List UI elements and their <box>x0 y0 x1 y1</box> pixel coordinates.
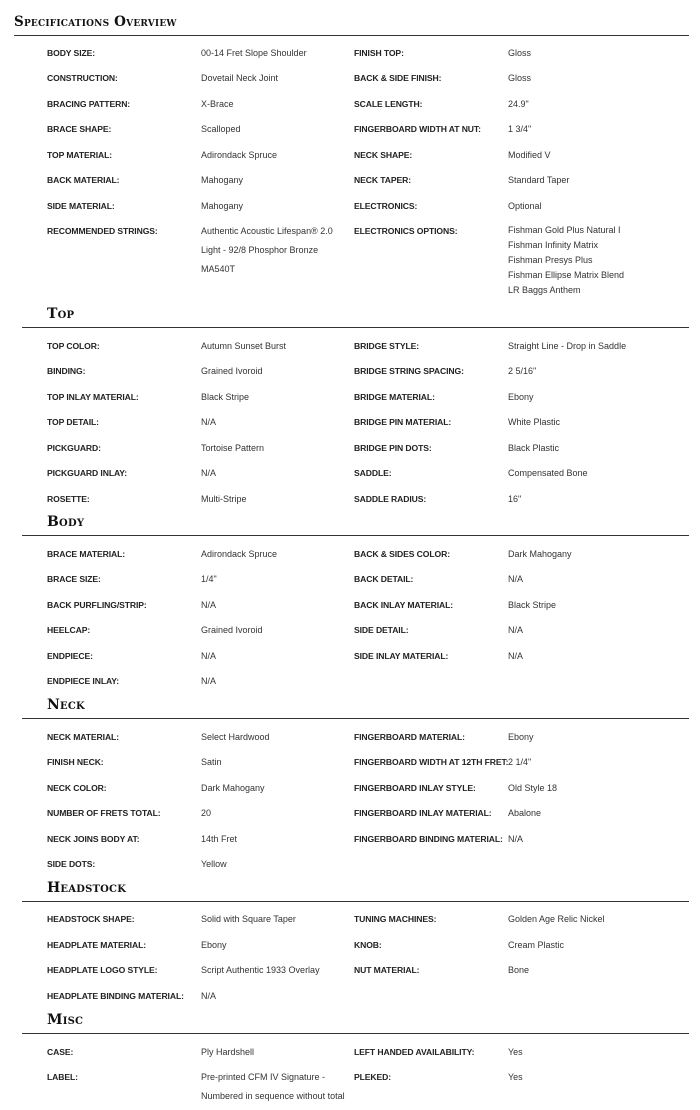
spec-label-bridge-material: BRIDGE MATERIAL: <box>354 392 435 402</box>
spec-label-pickguard: PICKGUARD: <box>47 443 101 453</box>
spec-row <box>0 1044 700 1068</box>
spec-value: N/A <box>508 651 524 661</box>
spec-row <box>0 363 700 387</box>
spec-row <box>0 597 700 621</box>
spec-value: Tortoise Pattern <box>201 443 265 453</box>
spec-row <box>0 622 700 646</box>
spec-value: Pre-printed CFM IV Signature - Numbered in sequence without total <box>201 1072 345 1101</box>
spec-label-bridge-string-spacing: BRIDGE STRING SPACING: <box>354 366 464 376</box>
spec-row <box>0 648 700 672</box>
spec-label-neck-joins-body-at: NECK JOINS BODY AT: <box>47 834 140 844</box>
spec-value: Bone <box>508 965 530 975</box>
spec-value-line: LR Baggs Anthem <box>508 285 581 295</box>
spec-value: Black Stripe <box>508 600 557 610</box>
spec-label-bridge-pin-material: BRIDGE PIN MATERIAL: <box>354 417 452 427</box>
spec-row <box>0 465 700 489</box>
spec-label-bridge-pin-dots: BRIDGE PIN DOTS: <box>354 443 432 453</box>
spec-label-headplate-binding-material: HEADPLATE BINDING MATERIAL: <box>47 991 184 1001</box>
spec-row <box>0 805 700 829</box>
spec-value: Script Authentic 1933 Overlay <box>201 965 320 975</box>
spec-value: Ply Hardshell <box>201 1047 255 1057</box>
spec-label-label: LABEL: <box>47 1072 78 1082</box>
section-title: Headstock <box>47 880 127 896</box>
spec-row <box>0 96 700 120</box>
spec-value: Yes <box>508 1072 523 1082</box>
spec-value: Cream Plastic <box>508 940 565 950</box>
spec-label-neck-material: NECK MATERIAL: <box>47 732 119 742</box>
spec-value: Adirondack Spruce <box>201 549 278 559</box>
spec-row <box>0 147 700 171</box>
spec-row <box>0 571 700 595</box>
spec-label-saddle-radius: SADDLE RADIUS: <box>354 494 427 504</box>
spec-value: Ebony <box>201 940 227 950</box>
spec-label-side-material: SIDE MATERIAL: <box>47 201 115 211</box>
spec-value: Compensated Bone <box>508 468 588 478</box>
spec-value: Mahogany <box>201 201 244 211</box>
spec-label-top-detail: TOP DETAIL: <box>47 417 99 427</box>
spec-value: Dark Mahogany <box>508 549 572 559</box>
spec-row <box>0 780 700 804</box>
spec-label-rosette: ROSETTE: <box>47 494 90 504</box>
spec-row <box>0 172 700 196</box>
spec-label-top-inlay-material: TOP INLAY MATERIAL: <box>47 392 139 402</box>
section-divider <box>22 901 689 902</box>
spec-value-line: Fishman Presys Plus <box>508 255 593 265</box>
spec-label-headplate-logo-style: HEADPLATE LOGO STYLE: <box>47 965 158 975</box>
spec-value: N/A <box>201 676 217 686</box>
spec-value: Gloss <box>508 48 532 58</box>
spec-row <box>0 754 700 778</box>
spec-label-recommended-strings: RECOMMENDED STRINGS: <box>47 226 158 236</box>
spec-row <box>0 729 700 753</box>
spec-label-back-side-finish: BACK & SIDE FINISH: <box>354 73 442 83</box>
spec-label-fingerboard-width-at-nut: FINGERBOARD WIDTH AT NUT: <box>354 124 481 134</box>
spec-label-brace-shape: BRACE SHAPE: <box>47 124 112 134</box>
spec-value: N/A <box>201 991 217 1001</box>
spec-value-line: Fishman Gold Plus Natural I <box>508 225 621 235</box>
spec-value: 1/4" <box>201 574 217 584</box>
spec-label-endpiece: ENDPIECE: <box>47 651 93 661</box>
spec-value: Dovetail Neck Joint <box>201 73 279 83</box>
spec-label-finish-top: FINISH TOP: <box>354 48 404 58</box>
spec-row <box>0 223 700 295</box>
spec-label-neck-taper: NECK TAPER: <box>354 175 411 185</box>
spec-value: N/A <box>201 468 217 478</box>
spec-value: 2 5/16" <box>508 366 537 376</box>
spec-label-back-detail: BACK DETAIL: <box>354 574 414 584</box>
spec-label-knob: KNOB: <box>354 940 382 950</box>
spec-label-back-material: BACK MATERIAL: <box>47 175 120 185</box>
section-title: Body <box>47 514 85 530</box>
spec-value: Grained Ivoroid <box>201 625 263 635</box>
spec-label-pickguard-inlay: PICKGUARD INLAY: <box>47 468 128 478</box>
spec-value: Autumn Sunset Burst <box>201 341 287 351</box>
spec-value: Black Plastic <box>508 443 560 453</box>
spec-label-endpiece-inlay: ENDPIECE INLAY: <box>47 676 120 686</box>
spec-value: Select Hardwood <box>201 732 270 742</box>
spec-label-fingerboard-binding-material: FINGERBOARD BINDING MATERIAL: <box>354 834 503 844</box>
spec-label-headplate-material: HEADPLATE MATERIAL: <box>47 940 146 950</box>
spec-value: N/A <box>508 625 524 635</box>
spec-value: N/A <box>508 574 524 584</box>
section-title: Misc <box>47 1012 84 1028</box>
spec-label-case: CASE: <box>47 1047 74 1057</box>
spec-value: N/A <box>201 600 217 610</box>
spec-value: Adirondack Spruce <box>201 150 278 160</box>
spec-value: Solid with Square Taper <box>201 914 296 924</box>
section-title: Neck <box>47 697 85 713</box>
section-divider <box>14 35 689 36</box>
spec-value: Standard Taper <box>508 175 570 185</box>
section-divider <box>22 327 689 328</box>
spec-label-electronics: ELECTRONICS: <box>354 201 418 211</box>
section-title: Top <box>47 306 75 322</box>
spec-label-number-of-frets-total: NUMBER OF FRETS TOTAL: <box>47 808 161 818</box>
section-divider <box>22 718 689 719</box>
spec-value: 00-14 Fret Slope Shoulder <box>201 48 307 58</box>
spec-row <box>0 673 700 697</box>
spec-value: Yes <box>508 1047 523 1057</box>
spec-label-neck-color: NECK COLOR: <box>47 783 107 793</box>
spec-label-top-material: TOP MATERIAL: <box>47 150 113 160</box>
spec-label-binding: BINDING: <box>47 366 86 376</box>
spec-value: N/A <box>508 834 524 844</box>
spec-label-saddle: SADDLE: <box>354 468 392 478</box>
spec-label-pleked: PLEKED: <box>354 1072 392 1082</box>
spec-label-back-purfling-strip: BACK PURFLING/STRIP: <box>47 600 147 610</box>
spec-value: Ebony <box>508 732 534 742</box>
spec-value: Authentic Acoustic Lifespan® 2.0 Light - 92/8 Phosphor Bronze MA540T <box>201 226 333 274</box>
spec-value: Dark Mahogany <box>201 783 265 793</box>
spec-value: Ebony <box>508 392 534 402</box>
spec-label-back-inlay-material: BACK INLAY MATERIAL: <box>354 600 454 610</box>
spec-value: 14th Fret <box>201 834 238 844</box>
spec-value: 24.9" <box>508 99 529 109</box>
spec-value: Old Style 18 <box>508 783 558 793</box>
spec-value: Scalloped <box>201 124 241 134</box>
spec-row <box>0 389 700 413</box>
spec-label-top-color: TOP COLOR: <box>47 341 100 351</box>
spec-label-fingerboard-inlay-material: FINGERBOARD INLAY MATERIAL: <box>354 808 492 818</box>
spec-value: 1 3/4" <box>508 124 532 134</box>
spec-value: Golden Age Relic Nickel <box>508 914 605 924</box>
spec-row <box>0 121 700 145</box>
spec-value: Grained Ivoroid <box>201 366 263 376</box>
spec-row <box>0 440 700 464</box>
section-divider <box>22 1033 689 1034</box>
spec-label-construction: CONSTRUCTION: <box>47 73 118 83</box>
spec-value-line: Fishman Infinity Matrix <box>508 240 599 250</box>
spec-label-electronics-options: ELECTRONICS OPTIONS: <box>354 226 458 236</box>
spec-label-neck-shape: NECK SHAPE: <box>354 150 413 160</box>
spec-label-tuning-machines: TUNING MACHINES: <box>354 914 437 924</box>
spec-label-side-inlay-material: SIDE INLAY MATERIAL: <box>354 651 449 661</box>
spec-value: 16" <box>508 494 522 504</box>
spec-row <box>0 338 700 362</box>
spec-row <box>0 546 700 570</box>
spec-label-fingerboard-width-at-12th-fret: FINGERBOARD WIDTH AT 12TH FRET: <box>354 757 509 767</box>
spec-value: Mahogany <box>201 175 244 185</box>
spec-value <box>508 223 624 298</box>
spec-value: 2 1/4" <box>508 757 532 767</box>
spec-value: Satin <box>201 757 222 767</box>
spec-label-nut-material: NUT MATERIAL: <box>354 965 420 975</box>
spec-label-bridge-style: BRIDGE STYLE: <box>354 341 420 351</box>
spec-value: Gloss <box>508 73 532 83</box>
spec-row <box>0 1069 700 1101</box>
spec-label-left-handed-availability: LEFT HANDED AVAILABILITY: <box>354 1047 475 1057</box>
spec-label-headstock-shape: HEADSTOCK SHAPE: <box>47 914 135 924</box>
section-title: Specifications Overview <box>14 14 177 30</box>
spec-label-fingerboard-inlay-style: FINGERBOARD INLAY STYLE: <box>354 783 476 793</box>
spec-value: White Plastic <box>508 417 561 427</box>
section-divider <box>22 535 689 536</box>
spec-value: Multi-Stripe <box>201 494 247 504</box>
spec-row <box>0 491 700 515</box>
spec-value: 20 <box>201 808 212 818</box>
spec-value: N/A <box>201 417 217 427</box>
spec-row <box>0 45 700 69</box>
spec-label-back-sides-color: BACK & SIDES COLOR: <box>354 549 450 559</box>
spec-row <box>0 988 700 1012</box>
spec-label-finish-neck: FINISH NECK: <box>47 757 104 767</box>
spec-label-fingerboard-material: FINGERBOARD MATERIAL: <box>354 732 465 742</box>
spec-label-bracing-pattern: BRACING PATTERN: <box>47 99 131 109</box>
spec-row <box>0 937 700 961</box>
spec-value: Abalone <box>508 808 542 818</box>
spec-value: Black Stripe <box>201 392 250 402</box>
spec-value: Optional <box>508 201 542 211</box>
spec-label-brace-size: BRACE SIZE: <box>47 574 101 584</box>
spec-label-heelcap: HEELCAP: <box>47 625 91 635</box>
spec-value: X-Brace <box>201 99 234 109</box>
spec-row <box>0 962 700 986</box>
spec-label-side-dots: SIDE DOTS: <box>47 859 96 869</box>
spec-value: Straight Line - Drop in Saddle <box>508 341 627 351</box>
spec-label-scale-length: SCALE LENGTH: <box>354 99 423 109</box>
spec-value: N/A <box>201 651 217 661</box>
spec-label-side-detail: SIDE DETAIL: <box>354 625 409 635</box>
spec-label-body-size: BODY SIZE: <box>47 48 96 58</box>
spec-value: Modified V <box>508 150 551 160</box>
spec-row <box>0 831 700 855</box>
spec-row <box>0 856 700 880</box>
spec-row <box>0 70 700 94</box>
spec-row <box>0 198 700 222</box>
spec-label-brace-material: BRACE MATERIAL: <box>47 549 126 559</box>
spec-value: Yellow <box>201 859 227 869</box>
spec-value-line: Fishman Ellipse Matrix Blend <box>508 270 625 280</box>
spec-row <box>0 911 700 935</box>
spec-row <box>0 414 700 438</box>
